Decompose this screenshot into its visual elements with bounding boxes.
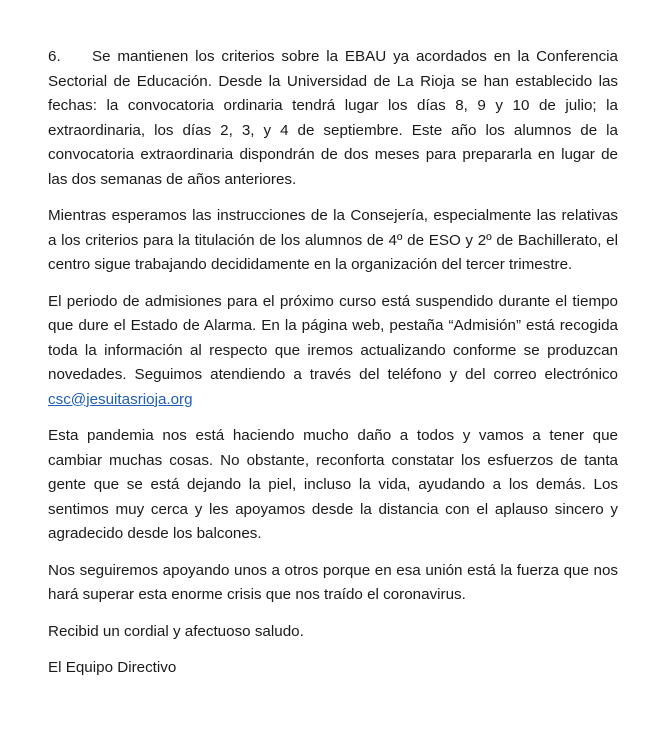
paragraph-ebau-text: Se mantienen los criterios sobre la EBAU ya acordados en la Conferencia Sectorial de Educación. Desde la Universidad de La Rioja se han establecido las fechas: la convocatoria ordinaria tendrá lugar los días 8, 9 y 10 de julio; la extraordinaria, los días 2, 3, y 4 de septiembre. Este año los alumnos de la convocatoria extraordinaria dispondrán de dos meses para prepararla en lugar de las dos semanas de años anteriores. [48,48,618,188]
closing-greeting: Recibid un cordial y afectuoso saludo. [48,622,304,640]
paragraph-ebau [48,45,618,192]
paragraph-apoyo: Nos seguiremos apoyando unos a otros porque en esa unión está la fuerza que nos hará superar esta enorme crisis que nos traído el coronavirus. [48,561,618,603]
paragraph-admisiones [48,290,618,413]
paragraph-admisiones-text: El periodo de admisiones para el próximo curso está suspendido durante el tiempo que dure el Estado de Alarma. En la página web, pestaña “Admisión” está recogida toda la información al respecto que iremos actualizando conforme se produzcan novedades. Seguimos atendiendo a través del teléfono y del correo electrónico [48,292,618,383]
document-body [48,45,618,693]
list-number: 6. [48,48,61,65]
paragraph-consejeria: Mientras esperamos las instrucciones de la Consejería, especialmente las relativas a los criterios para la titulación de los alumnos de 4º de ESO y 2º de Bachillerato, el centro sigue trabajando decididamente en la organización del tercer trimestre. [48,207,618,273]
email-link[interactable]: csc@jesuitasrioja.org [48,390,193,408]
paragraph-pandemia: Esta pandemia nos está haciendo mucho daño a todos y vamos a tener que cambiar muchas cosas. No obstante, reconforta constatar los esfuerzos de tanta gente que se está dejando la piel, incluso la vida, ayudando a los demás. Los sentimos muy cerca y les apoyamos desde la distancia con el aplauso sincero y agradecido desde los balcones. [48,427,618,542]
signature: El Equipo Directivo [48,659,177,676]
